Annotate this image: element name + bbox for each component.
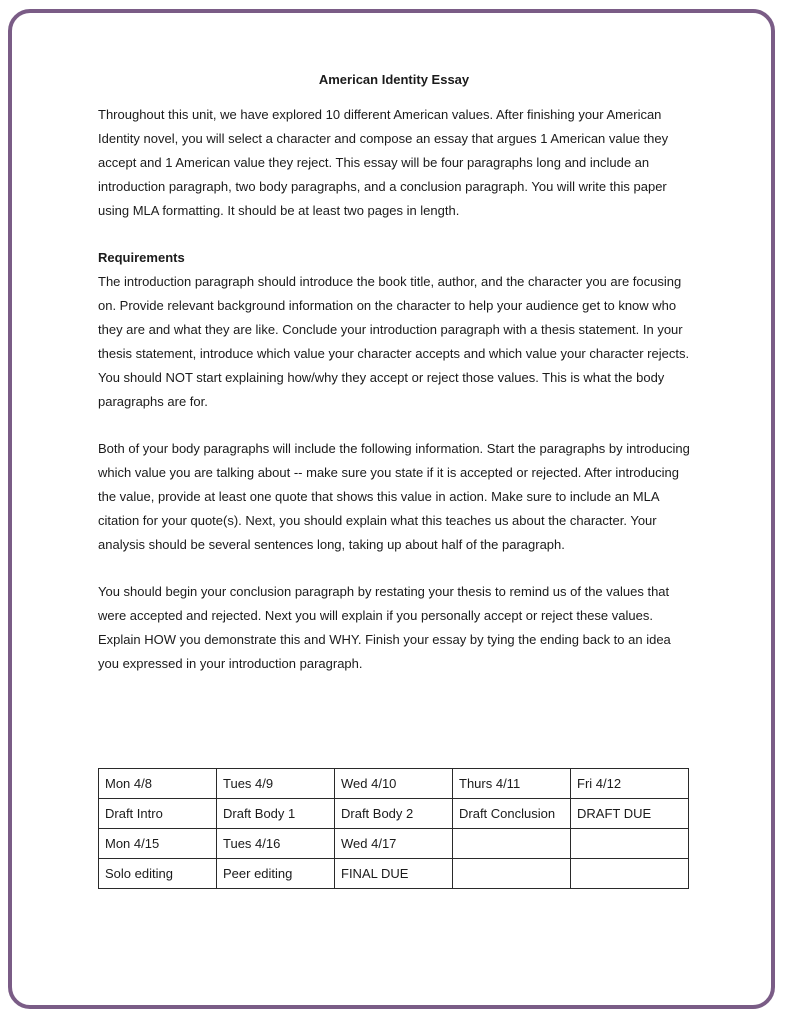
table-cell <box>453 829 571 859</box>
table-cell: Solo editing <box>99 859 217 889</box>
table-cell: Tues 4/16 <box>217 829 335 859</box>
table-cell <box>571 829 689 859</box>
table-row <box>99 799 689 829</box>
table-cell: Fri 4/12 <box>571 769 689 799</box>
table-cell: Draft Body 2 <box>335 799 453 829</box>
table-cell: Draft Intro <box>99 799 217 829</box>
table-cell: Mon 4/15 <box>99 829 217 859</box>
table-cell: Draft Body 1 <box>217 799 335 829</box>
requirements-heading: Requirements <box>98 250 185 265</box>
requirements-paragraph-1: The introduction paragraph should introduce the book title, author, and the character you are focusing on. Provide relevant background information on the character to help your audience get to know who they are and what they are like. Conclude your introduction paragraph with a thesis statement. In your thesis statement, introduce which value your character accepts and which value your character rejects. You should NOT start explaining how/why they accept or reject those values. This is what the body paragraphs are for. <box>98 274 690 409</box>
table-cell <box>571 859 689 889</box>
table-row <box>99 859 689 889</box>
document-title: American Identity Essay <box>318 72 470 87</box>
table-cell: DRAFT DUE <box>571 799 689 829</box>
table-cell: Wed 4/17 <box>335 829 453 859</box>
requirements-paragraph-2: Both of your body paragraphs will include the following information. Start the paragraphs by introducing which value you are talking about -- make sure you state if it is accepted or rejected. After introducing the value, provide at least one quote that shows this value in action. Make sure to include an MLA citation for your quote(s). Next, you should explain what this teaches us about the character. Your analysis should be several sentences long, taking up about half of the paragraph. <box>98 441 690 552</box>
table-row <box>99 769 689 799</box>
table-cell: Thurs 4/11 <box>453 769 571 799</box>
table-cell: Draft Conclusion <box>453 799 571 829</box>
table-cell: FINAL DUE <box>335 859 453 889</box>
intro-paragraph: Throughout this unit, we have explored 10 different American values. After finishing your American Identity novel, you will select a character and compose an essay that argues 1 American value they accept and 1 American value they reject. This essay will be four paragraphs long and include an introduction paragraph, two body paragraphs, and a conclusion paragraph. You will write this paper using MLA formatting. It should be at least two pages in length. <box>98 107 669 218</box>
document-body <box>98 68 690 676</box>
table-cell: Wed 4/10 <box>335 769 453 799</box>
schedule-table <box>98 768 689 889</box>
requirements-paragraph-3: You should begin your conclusion paragraph by restating your thesis to remind us of the values that were accepted and rejected. Next you will explain if you personally accept or reject these values. Explain HOW you demonstrate this and WHY. Finish your essay by tying the ending back to an idea you expressed in your introduction paragraph. <box>98 584 671 671</box>
table-row <box>99 829 689 859</box>
table-cell <box>453 859 571 889</box>
table-cell: Mon 4/8 <box>99 769 217 799</box>
table-cell: Tues 4/9 <box>217 769 335 799</box>
table-cell: Peer editing <box>217 859 335 889</box>
